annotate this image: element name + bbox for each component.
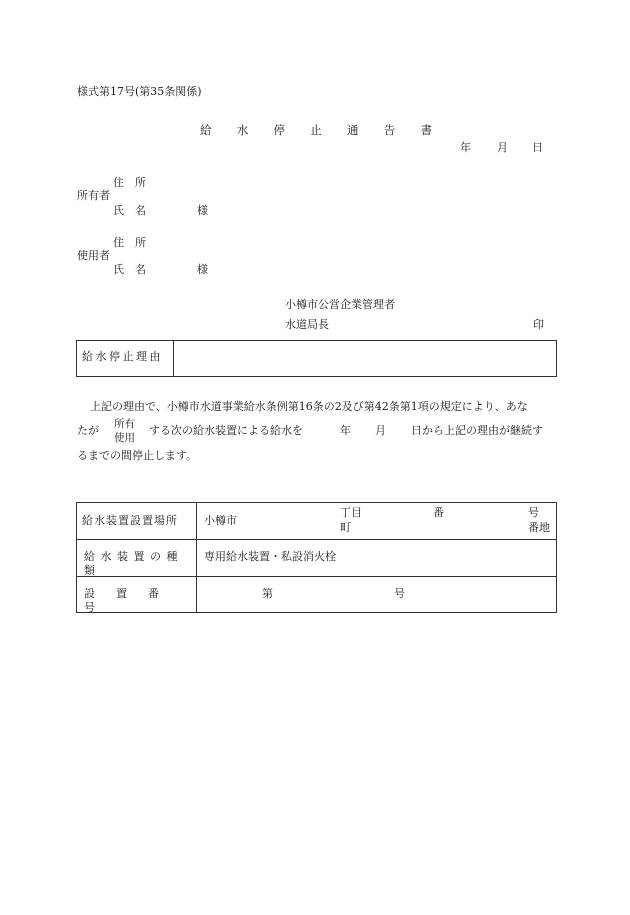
title-char: 通 [347, 123, 359, 137]
notice-line-3: るまでの間停止します。 [77, 449, 198, 462]
location-chome: 丁目 [340, 506, 362, 519]
location-machi: 町 [340, 521, 351, 534]
table-column-divider [196, 502, 197, 613]
title-char: 止 [310, 123, 322, 137]
user-role: 使用者 [77, 249, 110, 262]
table-row-divider [76, 539, 557, 540]
location-go: 号 [528, 506, 539, 519]
notice-line-1: 上記の理由で、小樽市水道事業給水条例第16条の2及び第42条第1項の規定により、あな [90, 400, 528, 413]
notice-line-2a: たが [77, 424, 99, 437]
location-city: 小樽市 [204, 514, 237, 527]
notice-month: 月 [375, 424, 386, 437]
reason-label: 給水停止理由 [82, 350, 163, 363]
title-char: 給 [200, 123, 212, 137]
date-year: 年 [460, 141, 471, 154]
title-char: 水 [236, 123, 249, 137]
title-char: 停 [273, 123, 285, 137]
location-ban: 番 [433, 506, 444, 519]
document-title [200, 123, 432, 137]
location-label: 給水装置設置場所 [82, 514, 178, 527]
reason-divider [173, 340, 174, 377]
user-name-label: 氏 名 [113, 263, 146, 276]
issuer-office: 水道局長 [285, 318, 329, 331]
seal-mark: 印 [533, 318, 544, 331]
notice-line-2b: する次の給水装置による給水を [149, 424, 303, 437]
user-address-label: 住 所 [113, 236, 146, 249]
location-banchi: 番地 [528, 521, 550, 534]
owner-name-label: 氏 名 [113, 204, 146, 217]
install-number-dai: 第 [262, 587, 273, 600]
date-month: 月 [497, 141, 508, 154]
notice-year: 年 [340, 424, 351, 437]
title-char: 書 [420, 123, 432, 137]
device-type-label [84, 550, 190, 578]
owner-role: 所有者 [77, 189, 110, 202]
device-type-value: 専用給水装置・私設消火栓 [204, 550, 336, 563]
user-honorific: 様 [197, 263, 208, 276]
notice-line-2c: 日から上記の理由が継続す [411, 424, 543, 437]
title-char: 告 [383, 123, 396, 137]
choice-owner: 所有 [114, 418, 135, 430]
issuer-title: 小樽市公営企業管理者 [285, 298, 395, 311]
device-type-label-text: 給水装置の種類 [84, 550, 183, 577]
owner-address-label: 住 所 [113, 176, 146, 189]
install-number-label [84, 587, 190, 615]
owner-honorific: 様 [197, 204, 208, 217]
install-number-go: 号 [394, 587, 405, 600]
install-number-label-text: 設置番号 [84, 587, 180, 614]
date-day: 日 [532, 141, 543, 154]
form-number: 様式第17号(第35条関係) [77, 85, 202, 98]
choice-user: 使用 [114, 432, 135, 444]
